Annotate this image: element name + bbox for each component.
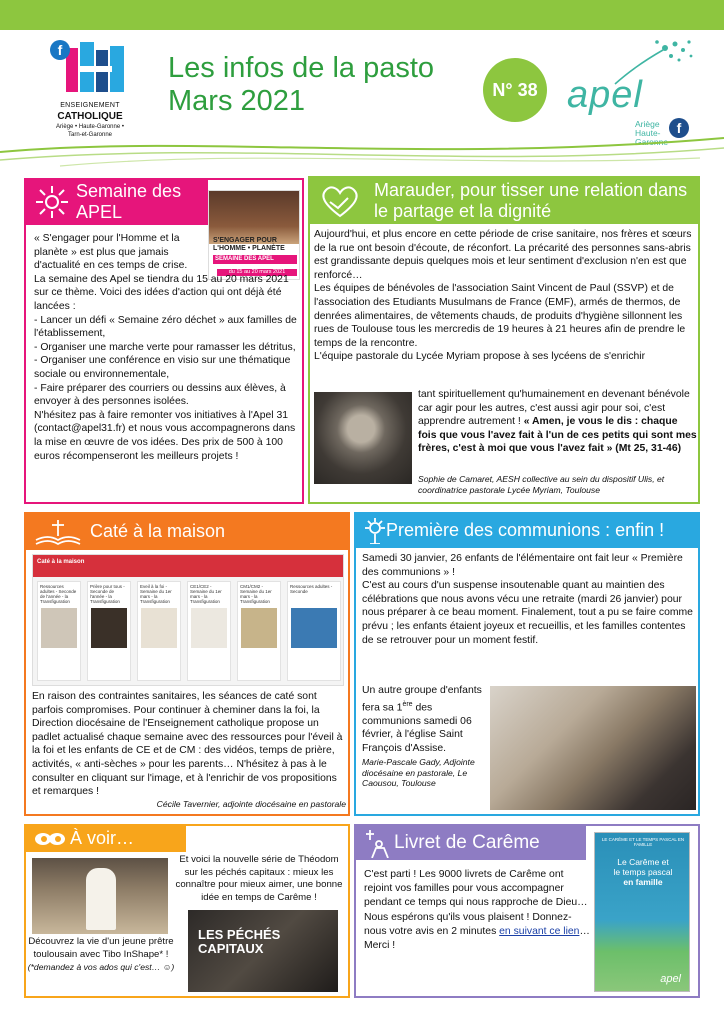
booklet-apel-brand: apel: [660, 973, 681, 985]
cate-paragraph: En raison des contraintes sanitaires, les séances de caté sont parfois compromises. Pour continuer à cheminer dans la foi, la Direction diocésaine de l'Enseignement catholique propose un padlet actualisé chaque semaine avec des ressources pour l'éveil à la foi et les enfants de CE et de CM : des vidéos, temps de prière, activités, « anti-sèches » pour les parents… N'hésitez à pas à le consulter en cliquant sur l'image, et à l'enrichir de vos propositions et remarques !: [32, 691, 343, 798]
padlet-column-label: Ressources adultes - Seconde: [290, 584, 333, 594]
marauder-wrap-text: [418, 388, 698, 456]
monstrance-icon: [364, 518, 386, 544]
semaine-apel-section: [24, 178, 304, 504]
priest-figure: [86, 868, 116, 930]
sun-star-icon: [34, 184, 70, 220]
ec-logo-line2: CATHOLIQUE: [57, 111, 123, 122]
marauder-para-1: Aujourd'hui, et plus encore en cette période de crise sanitaire, nos frères et sœurs de la rue ont besoin d'écoute, de réconfort. La précarité des personnes sans-abris est grandissante depuis quelques mois et leur sentiment d'exclusion n'en est que renforcé…: [314, 229, 692, 281]
padlet-column-label: CM1/CM2 - Semaine du 1er mars - la Transfiguration: [240, 584, 272, 604]
second-group-text-b: des communions samedi 06 février, à l'église Saint François d'Assise.: [362, 702, 472, 754]
apel-region-line1: Ariège: [635, 119, 660, 129]
eyes-icon: [34, 830, 66, 848]
semaine-para-1: « S'engager pour l'Homme et la planète » est plus que jamais d'actualité en ces temps de crise.: [34, 233, 188, 272]
a-voir-section: [24, 824, 350, 998]
communions-para-1: Samedi 30 janvier, 26 enfants de l'élémentaire ont fait leur « Première des communions » !: [362, 553, 683, 578]
marauder-body: [314, 228, 698, 364]
padlet-card-image: [141, 608, 177, 648]
livret-careme-section: [354, 824, 700, 998]
communions-title: Première des communions : enfin !: [386, 520, 665, 540]
padlet-column: [87, 581, 131, 681]
livret-body: [364, 868, 592, 953]
cate-body: [32, 690, 346, 809]
video1-caption: [26, 936, 176, 974]
video1-caption-text: Découvrez la vie d'un jeune prêtre toulousain avec Tibo InShape* !: [28, 936, 174, 960]
livret-header-bar: [356, 826, 586, 860]
cate-signature: Cécile Tavernier, adjointe diocésaine en pastorale: [156, 798, 346, 809]
header-swoosh-divider: [0, 130, 724, 170]
title-line2: Mars 2021: [168, 85, 306, 117]
ec-logo-line4: Tarn-et-Garonne: [67, 132, 113, 138]
second-group-sup: ère: [402, 700, 413, 708]
careme-booklet-cover[interactable]: [594, 832, 690, 992]
communions-para-2: C'est au cours d'un suspense insoutenable quant au maintien des célébrations que nous avons vécu une retraite (mardi 26 janvier) pour nous préparer à ce beau moment. Finalement, tout a pu se faire comme prévu ; les enfants étaient joyeux et recueillis, et les familles contentes de se retrouver pour un moment festif.: [362, 580, 693, 646]
communions-header-bar: [356, 514, 698, 548]
video2-title-line2: CAPITAUX: [198, 941, 264, 956]
marauder-header-bar: [310, 178, 698, 224]
livret-body-text-b: … Merci !: [364, 925, 590, 952]
apel-word: apel: [567, 74, 643, 116]
marauder-signature: Sophie de Camaret, AESH collective au sein du dispositif Ulis, et coordinatrice pastorale Lycée Myriam, Toulouse: [418, 474, 665, 495]
padlet-column: [237, 581, 281, 681]
padlet-column: [37, 581, 81, 681]
semaine-para-6: - Faire préparer des courriers ou dessins aux élèves, à envoyer à des personnes isolées.: [34, 382, 286, 408]
marauder-quote: « Amen, je vous le dis : chaque fois que vous l'avez fait à l'un de ces petits qui sont mes frères, c'est à moi que vous l'avez fait » (Mt 25, 31-46): [418, 416, 697, 455]
video1-caption-note: (*demandez à vos ados qui c'est… ☺): [27, 962, 175, 972]
semaine-para-2: La semaine des Apel se tiendra du 15 au 20 mars 2021 sur ce thème. Voici des idées d'action qui ont déjà été lancées :: [34, 273, 289, 312]
padlet-card-image: [191, 608, 227, 648]
marauder-section: [308, 176, 700, 504]
a-voir-header-bar: [26, 826, 186, 852]
padlet-column: [187, 581, 231, 681]
cate-title: Caté à la maison: [90, 521, 226, 541]
video2-title: [198, 928, 280, 956]
padlet-column: [287, 581, 341, 681]
booklet-title: [601, 857, 685, 887]
padlet-column: [137, 581, 181, 681]
cate-padlet-screenshot[interactable]: [32, 554, 344, 686]
livret-body-text-a: C'est parti ! Les 9000 livrets de Carême ont rejoint vos familles pour vous accompagner pendant ce temps qui nous rapproche de Dieu… Nous espérons qu'ils vous plaisent ! Donnez-nous votre avis en 2 minutes: [364, 869, 588, 937]
communions-signature: Marie-Pascale Gady, Adjointe diocésaine en pastorale, Le Caousou, Toulouse: [362, 757, 475, 789]
apel-region-line3: Garonne: [635, 137, 669, 147]
second-group-text-a: Un autre groupe d'enfants fera sa 1: [362, 685, 482, 714]
peches-capitaux-video-thumbnail[interactable]: [188, 910, 338, 992]
praying-cross-icon: [364, 830, 390, 858]
semaine-title: Semaine des APEL: [76, 181, 182, 222]
padlet-card-image: [41, 608, 77, 648]
page-title: [168, 52, 468, 118]
title-line1: Les infos de la pasto: [168, 52, 435, 84]
padlet-column-label: Ressources adultes - Seconde de l'année - la Transfiguration: [40, 584, 77, 604]
semaine-para-5: - Organiser une conférence en visio sur une thématique sociale ou environnementale,: [34, 355, 291, 380]
poster-banner: SEMAINE DES APEL: [213, 255, 297, 264]
semaine-header-bar: [26, 180, 208, 225]
video2-title-line1: LES PÉCHÉS: [198, 927, 281, 942]
homeless-man-photo: [314, 392, 412, 484]
booklet-title-line2: le temps pascal: [613, 867, 673, 877]
apel-region-line2: Haute-: [635, 128, 661, 138]
semaine-para-3: - Lancer un défi « Semaine zéro déchet » aux familles de l'établissement,: [34, 314, 297, 340]
padlet-column-label: Eveil à la foi - Semaine du 1er mars - la Transfiguration: [140, 584, 172, 604]
ec-logo-line3: Ariège • Haute-Garonne •: [56, 124, 124, 130]
facebook-icon[interactable]: f: [50, 40, 70, 60]
communions-second-group: [362, 684, 490, 789]
marauder-para-3: L'équipe pastorale du Lycée Myriam propose à ses lycéens de s'enrichir: [314, 351, 646, 363]
poster-line2-text: L'HOMME • PLANÈTE: [213, 245, 285, 252]
padlet-title: Caté à la maison: [37, 559, 85, 565]
ec-logo-line1: ENSEIGNEMENT: [60, 102, 120, 109]
marauder-wrap-sentence: tant spirituellement qu'humainement en devenant bénévole car agir pour les autres, c'est aussi agir pour soi, c'est apprendre autrement !: [418, 389, 690, 428]
issue-badge: N° 38: [483, 58, 547, 122]
padlet-column-label: CE1/CE2 - Semaine du 1er mars - la Transfiguration: [190, 584, 222, 604]
padlet-card-image: [241, 608, 277, 648]
tibo-inshape-video-thumbnail[interactable]: [32, 858, 168, 934]
apel-facebook-icon[interactable]: f: [669, 118, 689, 138]
poster-dates: du 15 au 20 mars 2021: [217, 269, 297, 276]
cate-section: [24, 512, 350, 816]
communions-section: [354, 512, 700, 816]
livret-title: Livret de Carême: [394, 832, 540, 853]
semaine-para-4: - Organiser une marche verte pour ramasser les détritus,: [34, 341, 296, 353]
book-cross-icon: [34, 518, 82, 546]
communion-hands-photo: [490, 686, 696, 810]
padlet-card-image: [91, 608, 127, 648]
booklet-title-line1: Le Carême et: [617, 857, 669, 867]
heart-hands-icon: [318, 182, 362, 220]
poster-line1-text: S'ENGAGER POUR: [213, 237, 277, 244]
theodom-text: Et voici la nouvelle série de Théodom sur les péchés capitaux : mieux les connaître pour mieux aimer, une bonne idée en temps de Carême !: [175, 854, 343, 903]
semaine-body: [34, 232, 302, 463]
padlet-card-image: [291, 608, 337, 648]
booklet-title-line3: en famille: [623, 877, 663, 887]
a-voir-title: À voir…: [70, 828, 135, 848]
marauder-para-2: Les équipes de bénévoles de l'association Saint Vincent de Paul (SSVP) et de l'association des Etudiants Musulmans de France (EMF), armés de thermos, de denrées alimentaires, de vêtements chauds, de produits d'hygiène sillonnent les rues de Toulouse tous les mercredis de 19 heures à 21 heures afin de prendre le temps de la rencontre.: [314, 283, 686, 349]
semaine-para-7: N'hésitez pas à faire remonter vos initiatives à l'Apel 31 (contact@apel31.fr) et nous vous accompagnerons dans la mise en œuvre de vos idées. Des prix de 500 à 100 euros récompenseront les meilleurs projets !: [34, 409, 296, 462]
communions-body: [362, 552, 696, 647]
cate-header-bar: [26, 514, 348, 550]
top-green-band: [0, 0, 724, 30]
marauder-title: Marauder, pour tisser une relation dans le partage et la dignité: [374, 180, 688, 221]
feedback-link[interactable]: en suivant ce lien: [499, 925, 580, 937]
padlet-column-label: Prière pour tous - Seconde de l'année - la Transfiguration: [90, 584, 125, 604]
booklet-top-label: LE CARÊME ET LE TEMPS PASCAL EN FAMILLE: [601, 837, 685, 847]
